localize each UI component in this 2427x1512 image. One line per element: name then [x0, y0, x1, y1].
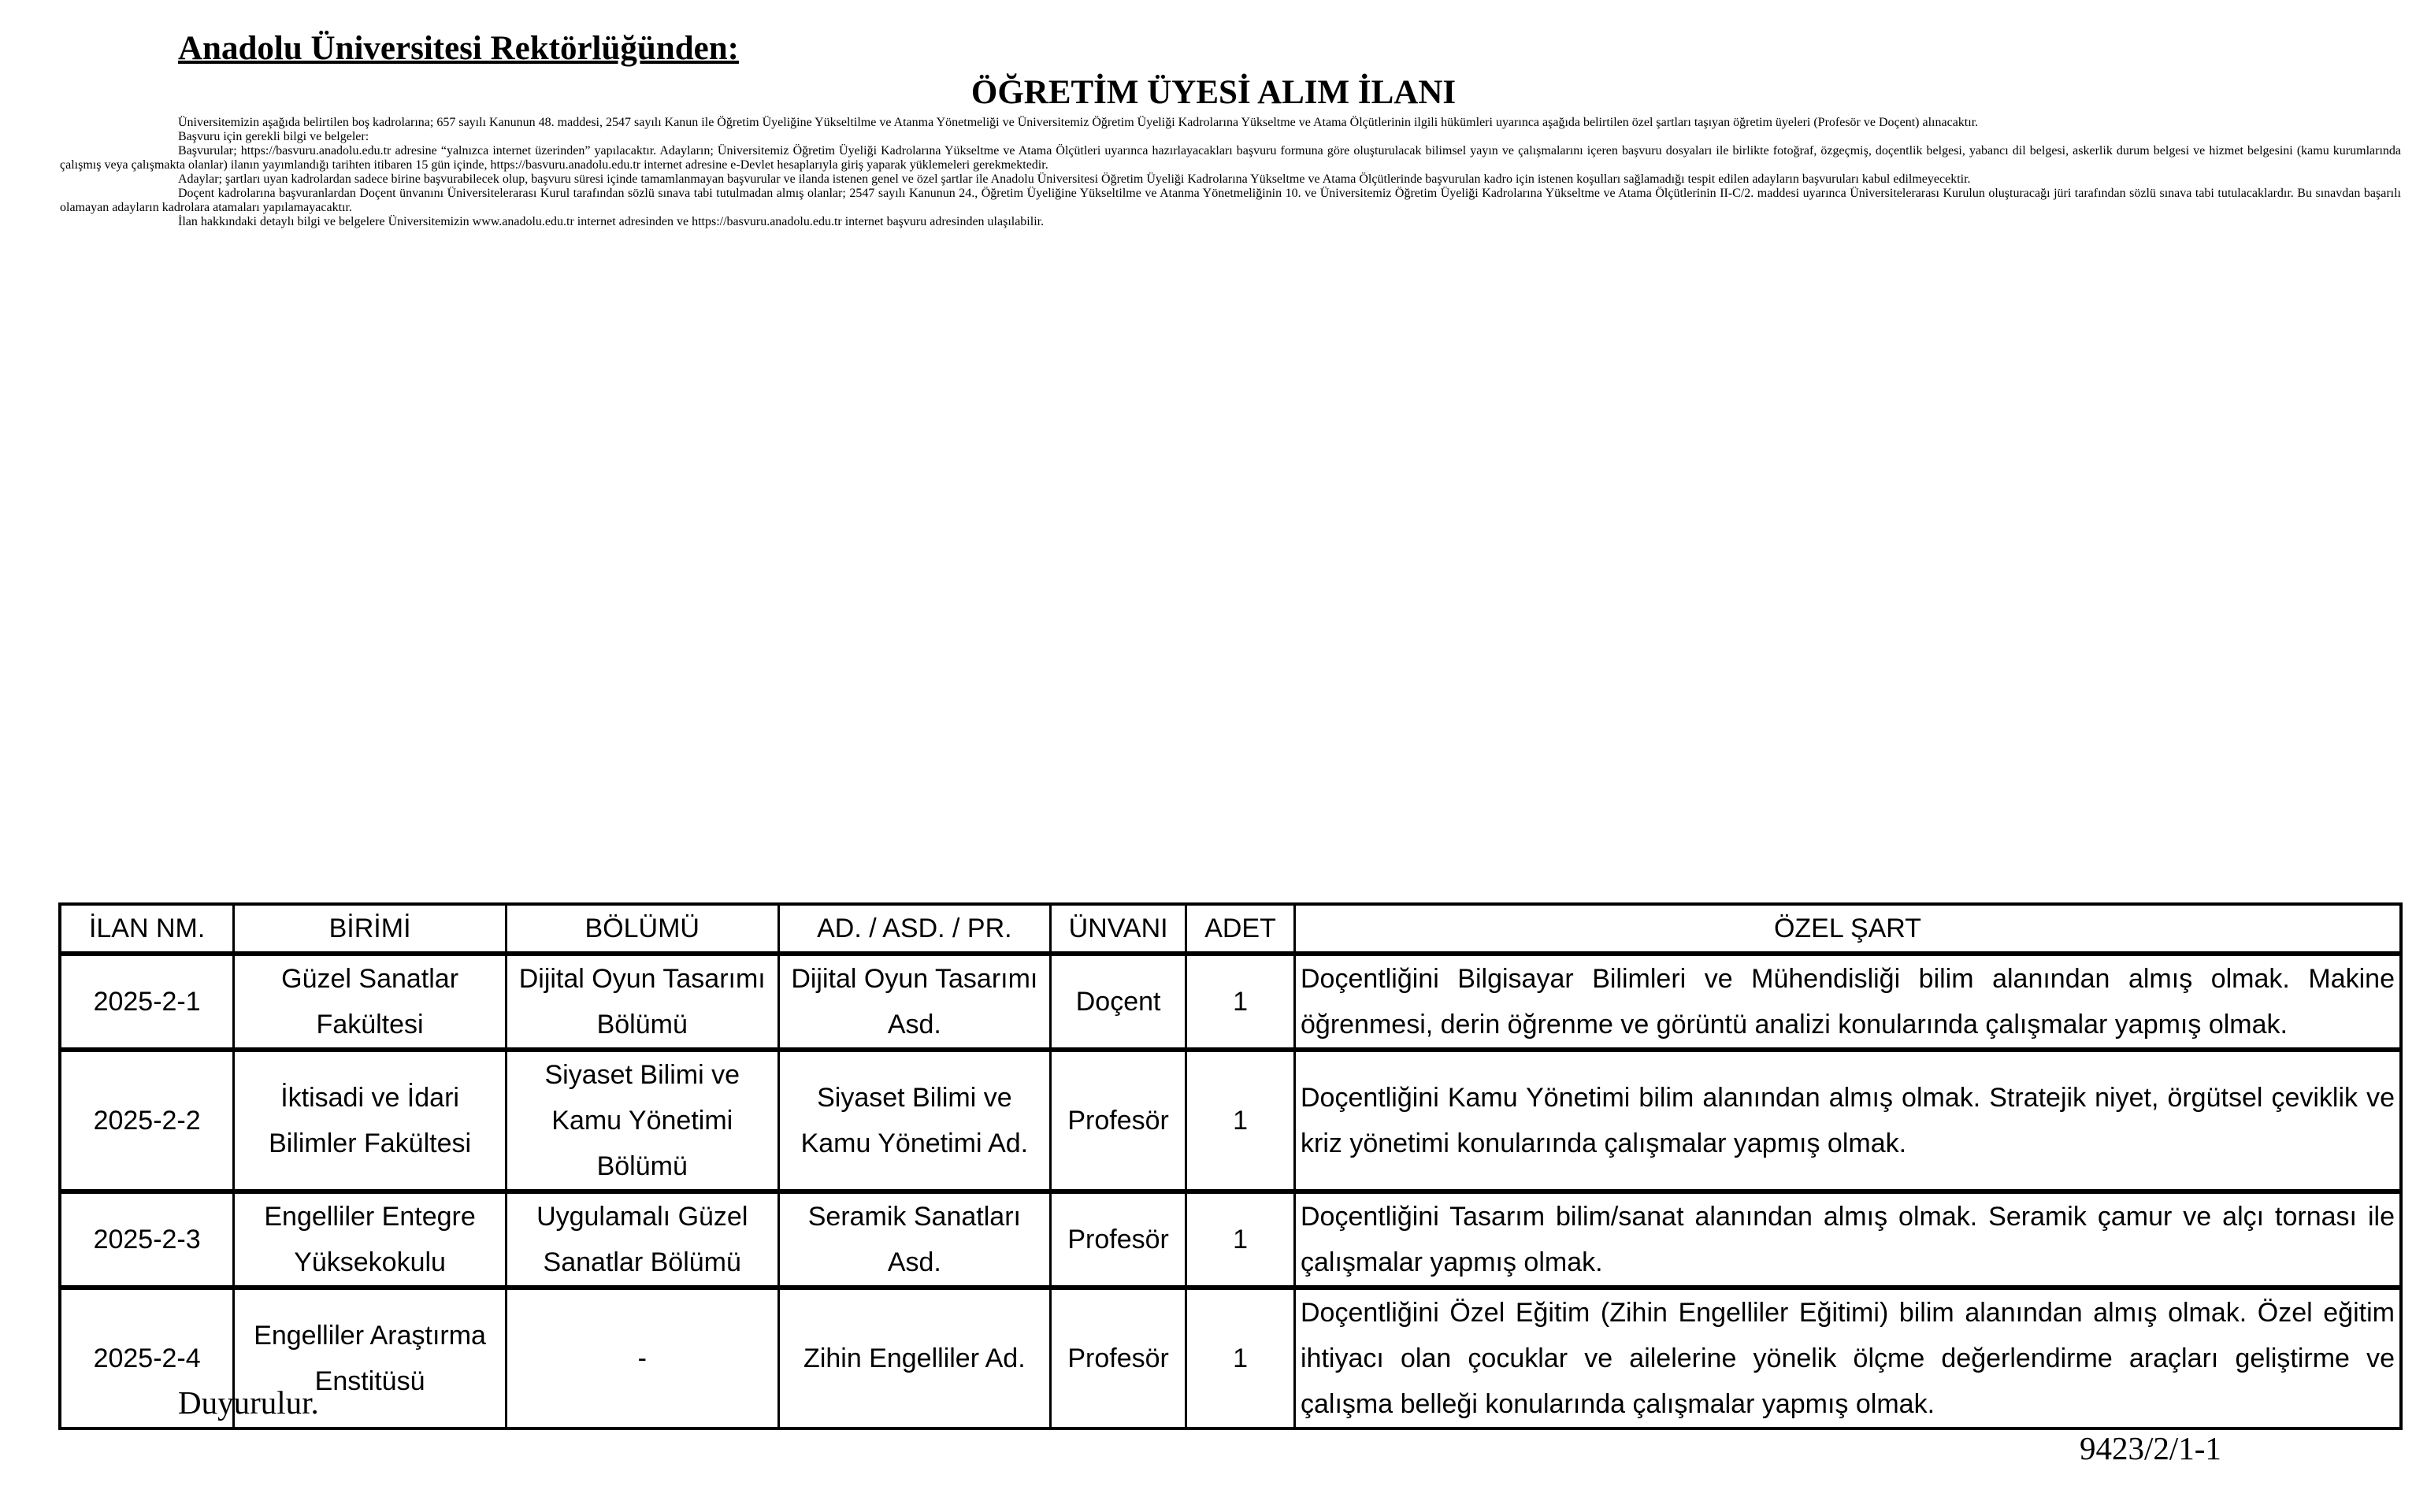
cell-ilan-nm: 2025-2-2 [60, 1050, 234, 1191]
column-header-bolumu: BÖLÜMÜ [506, 904, 778, 954]
info-paragraph: İlan hakkındaki detaylı bilgi ve belgelere Üniversitemizin www.anadolu.edu.tr internet adresinden ve https://basvuru.anadolu.edu.tr internet başvuru adresinden ulaşılabilir. [178, 215, 1045, 228]
positions-table [58, 902, 2403, 1430]
documents-heading: Başvuru için gerekli bilgi ve belgeler: [178, 130, 369, 143]
column-header-birimi: BİRİMİ [234, 904, 507, 954]
cell-unvani: Profesör [1051, 1191, 1186, 1288]
reference-number: 9423/2/1-1 [2080, 1430, 2221, 1466]
cell-ad-asd-pr: Siyaset Bilimi ve Kamu Yönetimi Ad. [778, 1050, 1051, 1191]
cell-ozel-sart: Doçentliğini Kamu Yönetimi bilim alanından almış olmak. Stratejik niyet, örgütsel çeviklik ve kriz yönetimi konularında çalışmalar yapmış olmak. [1295, 1050, 2402, 1191]
table-row [60, 1288, 2401, 1429]
column-header-ozel-sart: ÖZEL ŞART [1295, 904, 2402, 954]
cell-adet: 1 [1186, 1050, 1295, 1191]
cell-unvani: Profesör [1051, 1050, 1186, 1191]
table-header-row [60, 904, 2401, 954]
candidates-paragraph: Adaylar; şartları uyan kadrolardan sadece birine başvurabilecek olup, başvuru süresi içinde tamamlanmayan başvurular ve ilanda istenen genel ve özel şartlar ile Anadolu Üniversitesi Öğretim Üyeliği Kadrolarına Yükseltme ve Atama Ölçütlerinde başvurulan kadro için istenen koşulları sağlamadığı tespit edilen adayların başvuruları kabul edilmeyecektir. [178, 172, 1971, 186]
cell-birimi: Engelliler Araştırma Enstitüsü [234, 1288, 507, 1429]
cell-ad-asd-pr: Seramik Sanatları Asd. [778, 1191, 1051, 1288]
cell-ad-asd-pr: Zihin Engelliler Ad. [778, 1288, 1051, 1429]
cell-ilan-nm: 2025-2-3 [60, 1191, 234, 1288]
column-header-unvani: ÜNVANI [1051, 904, 1186, 954]
table-row [60, 1191, 2401, 1288]
cell-adet: 1 [1186, 954, 1295, 1050]
table-row [60, 1050, 2401, 1191]
oral-exam-paragraph: Doçent kadrolarına başvuranlardan Doçent ünvanını Üniversitelerarası Kurul tarafından sözlü sınava tabi tutulmadan almış olanlar; 2547 sayılı Kanunun 24., Öğretim Üyeliğine Yükseltilme ve Atanma Yönetmeliğinin 10. ve Üniversitemiz Öğretim Üyeliği Kadrolarına Yükseltme ve Atama Ölçütlerinin II-C/2. maddesi uyarınca Üniversitelerarası Kurulun oluşturacağı jüri tarafından sözlü sınava tabi tutulacaklardır. Bu sınavdan başarılı olamayan adayların kadrolara atamaları yapılamayacaktır. [60, 187, 2401, 214]
cell-adet: 1 [1186, 1288, 1295, 1429]
intro-paragraph: Üniversitemizin aşağıda belirtilen boş kadrolarına; 657 sayılı Kanunun 48. maddesi, 2547 sayılı Kanun ile Öğretim Üyeliğine Yükseltilme ve Atanma Yönetmeliği ve Üniversitemiz Öğretim Üyeliği Kadrolarına Yükseltme ve Atama Ölçütlerinin ilgili hükümleri uyarınca aşağıda belirtilen özel şartları taşıyan öğretim üyeleri (Profesör ve Doçent) alınacaktır. [178, 116, 1979, 129]
cell-bolumu: - [506, 1288, 778, 1429]
cell-ozel-sart: Doçentliğini Tasarım bilim/sanat alanından almış olmak. Seramik çamur ve alçı tornası ile çalışmalar yapmış olmak. [1295, 1191, 2402, 1288]
cell-bolumu: Siyaset Bilimi ve Kamu Yönetimi Bölümü [506, 1050, 778, 1191]
cell-bolumu: Uygulamalı Güzel Sanatlar Bölümü [506, 1191, 778, 1288]
announcement-body [60, 116, 2401, 229]
column-header-ilan-nm: İLAN NM. [60, 904, 234, 954]
cell-ad-asd-pr: Dijital Oyun Tasarımı Asd. [778, 954, 1051, 1050]
cell-adet: 1 [1186, 1191, 1295, 1288]
cell-birimi: Güzel Sanatlar Fakültesi [234, 954, 507, 1050]
column-header-ad-asd-pr: AD. / ASD. / PR. [778, 904, 1051, 954]
cell-ozel-sart: Doçentliğini Bilgisayar Bilimleri ve Mühendisliği bilim alanından almış olmak. Makine öğrenmesi, derin öğrenme ve görüntü analizi konularında çalışmalar yapmış olmak. [1295, 954, 2402, 1050]
cell-ozel-sart: Doçentliğini Özel Eğitim (Zihin Engelliler Eğitimi) bilim alanından almış olmak. Özel eğitim ihtiyacı olan çocuklar ve ailelerine yönelik ölçme değerlendirme araçları geliştirme ve çalışma belleği konularında çalışmalar yapmış olmak. [1295, 1288, 2402, 1429]
institution-heading: Anadolu Üniversitesi Rektörlüğünden: [178, 30, 739, 67]
closing-text: Duyurulur. [178, 1384, 319, 1421]
cell-unvani: Doçent [1051, 954, 1186, 1050]
cell-bolumu: Dijital Oyun Tasarımı Bölümü [506, 954, 778, 1050]
cell-birimi: Engelliler Entegre Yüksekokulu [234, 1191, 507, 1288]
cell-ilan-nm: 2025-2-1 [60, 954, 234, 1050]
table-row [60, 954, 2401, 1050]
cell-ilan-nm: 2025-2-4 [60, 1288, 234, 1429]
cell-unvani: Profesör [1051, 1288, 1186, 1429]
column-header-adet: ADET [1186, 904, 1295, 954]
page-title: ÖĞRETİM ÜYESİ ALIM İLANI [970, 74, 1457, 111]
application-paragraph: Başvurular; https://basvuru.anadolu.edu.tr adresine “yalnızca internet üzerinden” yapılacaktır. Adayların; Üniversitemiz Öğretim Üyeliği Kadrolarına Yükseltme ve Atama Ölçütleri uyarınca hazırlayacakları başvuru formuna göre oluşturulacak bilimsel yayın ve çalışmalarını içeren başvuru dosyaları ile birlikte fotoğraf, özgeçmiş, doçentlik belgesi, yabancı dil belgesi, askerlik durum belgesi ve hizmet belgesini (kamu kurumlarında çalışmış veya çalışmakta olanlar) ilanın yayımlandığı tarihten itibaren 15 gün içinde, https://basvuru.anadolu.edu.tr internet adresine e-Devlet hesaplarıyla giriş yaparak yüklemeleri gerekmektedir. [60, 144, 2401, 172]
cell-birimi: İktisadi ve İdari Bilimler Fakültesi [234, 1050, 507, 1191]
